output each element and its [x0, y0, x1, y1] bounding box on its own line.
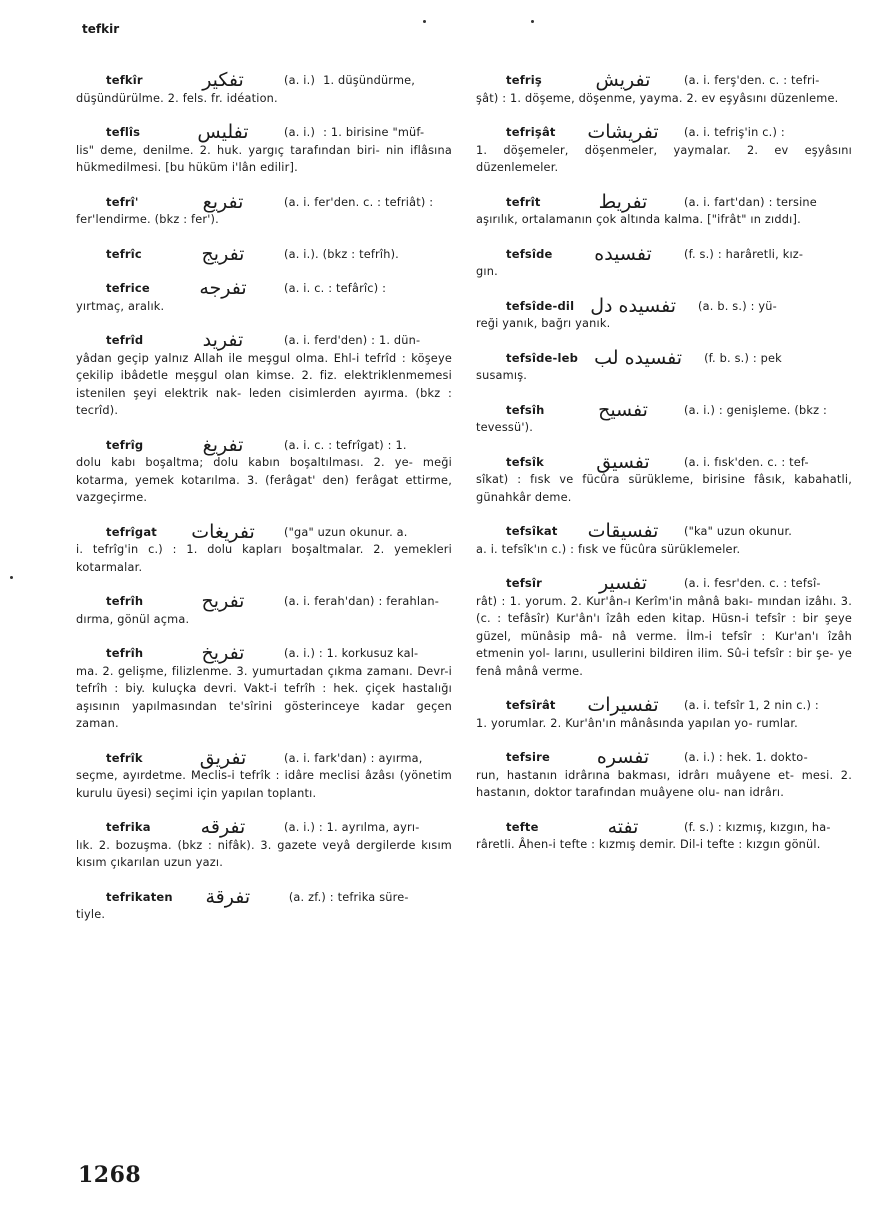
arabic-spelling: تفريد — [202, 329, 244, 351]
grammar-info: (a. i.) : 1. korkusuz kal- — [284, 647, 419, 660]
headword: tefsîde-leb — [506, 350, 579, 365]
grammar-info: (a. i.) : genişleme. (bkz : — [684, 403, 828, 417]
arabic-spelling: تفريغات — [191, 520, 255, 543]
definition-text: 1. döşemeler, döşenmeler, yaymalar. 2. ev eşyâsını düzenlemeler. — [476, 143, 852, 174]
arabic-spelling: تفريط — [598, 190, 648, 213]
grammar-info: (a. i. fart'dan) : tersine — [684, 195, 817, 209]
dictionary-entry — [76, 329, 452, 420]
dictionary-entry — [476, 694, 852, 732]
definition-text: dırma, gönül açma. — [76, 612, 190, 626]
entry-head — [76, 746, 452, 769]
headword: tefrika — [106, 820, 151, 834]
arabic-spelling: تفريش — [595, 69, 651, 91]
entry-head — [76, 242, 452, 265]
headword: tefsîk — [506, 454, 544, 469]
dictionary-entry — [476, 121, 852, 177]
grammar-info: (a. i.) — [284, 74, 316, 87]
headword: tefrîh — [106, 594, 144, 608]
dictionary-entry — [476, 242, 852, 281]
arabic-spelling: تفسيق — [596, 450, 650, 473]
dictionary-entry — [476, 815, 852, 854]
dictionary-entry — [476, 520, 852, 558]
entry-head — [76, 816, 452, 838]
grammar-info: (a. i. tefriş'in c.) : — [684, 126, 785, 139]
entry-head — [76, 590, 452, 612]
arabic-spelling: تفريشات — [587, 121, 659, 143]
entry-head — [476, 398, 852, 421]
arabic-spelling: تفريخ — [201, 642, 245, 664]
entry-head — [76, 277, 452, 299]
definition-text: yırtmaç, aralık. — [76, 299, 165, 313]
grammar-info: (a. i. ferah'dan) : ferahlan- — [284, 595, 439, 608]
grammar-info: ("ka" uzun okunur. — [684, 525, 793, 538]
entry-head — [76, 121, 452, 143]
dictionary-entry — [476, 190, 852, 229]
arabic-spelling: تفليس — [197, 121, 249, 143]
definition-text: lık. 2. bozuşma. (bkz : nifâk). 3. gazete veyâ dergilerde kısım kısım çıkarılan uzun yazı. — [76, 838, 452, 869]
definition-text: düşündürülme. 2. fels. fr. idéation. — [76, 91, 278, 105]
definition-text: seçme, ayırdetme. Meclis-i tefrîk : idâre meclisi âzâsı (yönetim kurulu üyesi) seçimi için yapılan toplantı. — [76, 769, 452, 800]
scan-speck — [531, 20, 534, 23]
grammar-info: (f. b. s.) : pek — [704, 351, 782, 365]
arabic-spelling: تفسير — [598, 572, 648, 594]
grammar-info: (f. s.) : kızmış, kızgın, ha- — [684, 820, 831, 834]
grammar-info: (a. i. fark'dan) : ayırma, — [284, 751, 423, 765]
dictionary-entry — [76, 242, 452, 265]
grammar-info: (a. i. fısk'den. c. : tef- — [684, 455, 809, 469]
grammar-info: (f. s.) : harâretli, kız- — [684, 247, 804, 261]
headword: tefrîh — [106, 646, 144, 660]
definition-text: lis" deme, denilme. 2. huk. yargıç tarafından biri- nin iflâsına hükmedilmesi. [bu hüküm i'lân edilir]. — [76, 143, 452, 174]
entry-head — [76, 642, 452, 664]
entry-head — [476, 746, 852, 768]
entry-head — [476, 815, 852, 838]
definition-text: i. tefrîg'in c.) : 1. dolu kapları boşaltmalar. 2. yemekleri kotarmalar. — [76, 543, 452, 574]
arabic-spelling: تفسره — [596, 746, 650, 768]
arabic-spelling: تفرقة — [205, 885, 251, 908]
arabic-spelling: تفسيده — [594, 242, 652, 265]
headword: tefte — [506, 819, 539, 834]
arabic-spelling: تفسيرات — [587, 694, 659, 716]
entry-head — [476, 520, 852, 542]
grammar-info: (a. i. c. : tefârîc) : — [284, 282, 387, 295]
grammar-info: (a. i. c. : tefrîgat) : 1. — [284, 438, 407, 452]
headword: tefrît — [506, 194, 541, 209]
headword: tefrişât — [506, 125, 556, 139]
definition-text: râretli. Âhen-i tefte : kızmış demir. Dil-i tefte : kızgın gönül. — [476, 838, 821, 851]
definition-text: sîkat) : fısk ve fücûra sürükleme, birisine fâsık, kabahatli, günahkâr deme. — [476, 473, 852, 504]
entry-head — [476, 242, 852, 265]
entry-head — [476, 694, 852, 716]
entry-head — [76, 885, 452, 908]
dictionary-entry — [76, 520, 452, 577]
definition-text: susamış. — [476, 369, 528, 382]
dictionary-entry — [76, 277, 452, 315]
definition-text: run, hastanın idrârına bakması, idrârı muâyene et- mesi. 2. hastanın, doktor tarafından muâyene olu- nan idrârı. — [476, 768, 852, 799]
headword: tefrice — [106, 281, 150, 295]
entry-head — [76, 190, 452, 213]
entry-head — [476, 346, 852, 369]
headword: tefkîr — [106, 73, 143, 87]
definition-text: şât) : 1. döşeme, döşenme, yayma. 2. ev eşyâsını düzenleme. — [476, 91, 839, 105]
entry-head — [76, 329, 452, 351]
headword: tefrîgat — [106, 524, 158, 539]
definition-text: ma. 2. gelişme, filizlenme. 3. yumurtadan çıkma zamanı. Devr-i tefrîh : biy. kuluçka devri. Vakt-i tefrîh : hek. çiçek hastalığı aşısının yapılmasından te'sîrini gösterinceye kadar geçen zaman. — [76, 664, 452, 730]
arabic-spelling: تفريع — [202, 190, 244, 213]
headword: tefsîkat — [506, 524, 558, 538]
dictionary-entry — [476, 69, 852, 107]
grammar-info: ("ga" uzun okunur. a. — [284, 525, 408, 539]
entry-head — [476, 69, 852, 91]
headword: tefriş — [506, 73, 542, 87]
headword: tefsîh — [506, 402, 545, 417]
definition-text: tevessü'). — [476, 421, 534, 434]
dictionary-entry — [476, 572, 852, 680]
headword: tefrikaten — [106, 889, 173, 904]
arabic-spelling: تفسيقات — [587, 520, 659, 542]
dictionary-entry — [76, 69, 452, 107]
definition-text: yâdan geçip yalnız Allah ile meşgul olma. Ehl-i tefrîd : köşeye çekilip ibâdetle meşgul olan kimse. 2. fiz. elektriklenmemesi istenilen şeyi elektrik nak- leden cisimlerden ayırma. (bkz : tecrîd). — [76, 351, 452, 417]
arabic-spelling: تفسيح — [598, 398, 648, 421]
headword: tefsire — [506, 750, 550, 764]
headword: tefsîrât — [506, 698, 556, 712]
entry-head — [476, 294, 852, 317]
definition-start: : 1. birisine "müf- — [323, 126, 425, 139]
dictionary-entry — [76, 642, 452, 733]
grammar-info: (a. i.). (bkz : tefrîh). — [284, 247, 399, 261]
dictionary-entry — [76, 590, 452, 628]
definition-text: rât) : 1. yorum. 2. Kur'ân-ı Kerîm'in mânâ bakı- mından izâhı. 3. (c. : tefâsîr) Kur'ân'ı îzâh eden kitap. Hüsn-i tefsîr : bir şeye güzel, münâsip mâ- nâ verme. İlm-i tefsîr : Kur'an'ı îzâh etmenin yol- larını, usullerini bildiren ilim. Sû-i tefsîr : bir şe- ye fenâ mânâ verme. — [476, 594, 852, 678]
headword: tefrî' — [106, 194, 139, 209]
headword: tefsîde-dil — [506, 298, 575, 313]
headword: tefsîde — [506, 246, 553, 261]
dictionary-entry — [476, 450, 852, 507]
entry-head — [76, 433, 452, 456]
definition-text: 1. yorumlar. 2. Kur'ân'ın mânâsında yapılan yo- rumlar. — [476, 716, 798, 730]
definition-text: aşırılık, ortalamanın çok altında kalma. ["ifrât" ın zıddı]. — [476, 213, 801, 226]
entry-head — [76, 69, 452, 91]
grammar-info: (a. b. s.) : yü- — [698, 299, 777, 313]
running-head: tefkir — [82, 22, 120, 36]
page-number: 1268 — [78, 1162, 142, 1188]
grammar-info: (a. i.) — [284, 126, 316, 139]
dictionary-entry — [76, 816, 452, 872]
arabic-spelling: تفريق — [199, 746, 247, 769]
grammar-info: (a. i.) : 1. ayrılma, ayrı- — [284, 821, 420, 834]
dictionary-entry — [476, 294, 852, 333]
grammar-info: (a. i. fer'den. c. : tefriât) : — [284, 195, 434, 209]
arabic-spelling: تفسيده دل — [590, 294, 677, 317]
dictionary-entry — [76, 121, 452, 177]
definition-text: fer'lendirme. (bkz : fer'). — [76, 213, 219, 226]
definition-start: 1. düşündürme, — [323, 74, 416, 87]
dictionary-entry — [476, 746, 852, 802]
headword: tefrîk — [106, 750, 143, 765]
scan-speck — [10, 576, 13, 579]
scan-speck — [423, 20, 426, 23]
definition-text: dolu kabı boşaltma; dolu kabın boşaltılması. 2. ye- meği kotarma, yemek kotarılma. 3. (ferâgat' den) ferâgat ettirme, vazgeçirme. — [76, 456, 452, 504]
arabic-spelling: تفرجه — [199, 277, 247, 299]
arabic-spelling: تفكير — [202, 69, 244, 91]
grammar-info: (a. i. ferd'den) : 1. dün- — [284, 334, 421, 347]
entry-head — [476, 121, 852, 143]
arabic-spelling: تفريج — [201, 242, 245, 265]
entry-head — [476, 190, 852, 213]
dictionary-entry — [76, 433, 452, 507]
grammar-info: (a. i. tefsîr 1, 2 nin c.) : — [684, 699, 819, 712]
dictionary-entry — [476, 398, 852, 437]
right-column — [476, 69, 852, 871]
entry-head — [76, 520, 452, 543]
arabic-spelling: تفته — [607, 815, 639, 838]
definition-text: a. i. tefsîk'ın c.) : fısk ve fücûra sürüklemeler. — [476, 542, 741, 556]
headword: teflîs — [106, 125, 141, 139]
grammar-info: (a. i. fesr'den. c. : tefsî- — [684, 577, 821, 590]
grammar-info: (a. i. ferş'den. c. : tefri- — [684, 74, 820, 87]
dictionary-entry — [76, 746, 452, 803]
entry-head — [476, 450, 852, 473]
headword: tefrîc — [106, 246, 142, 261]
definition-text: reği yanık, bağrı yanık. — [476, 317, 611, 330]
definition-text: gın. — [476, 265, 498, 278]
grammar-info: (a. zf.) : tefrika süre- — [288, 890, 409, 904]
headword: tefrîd — [106, 333, 144, 347]
arabic-spelling: تفريغ — [202, 433, 244, 456]
left-column — [76, 69, 452, 941]
arabic-spelling: تفرقه — [200, 816, 246, 838]
headword: tefrîg — [106, 437, 144, 452]
definition-text: tiyle. — [76, 908, 106, 921]
dictionary-entry — [476, 346, 852, 385]
arabic-spelling: تفسيده لب — [594, 346, 683, 369]
headword: tefsîr — [506, 576, 542, 590]
dictionary-entry — [76, 885, 452, 924]
grammar-info: (a. i.) : hek. 1. dokto- — [684, 751, 808, 764]
dictionary-entry — [76, 190, 452, 229]
entry-head — [476, 572, 852, 594]
arabic-spelling: تفريح — [201, 590, 245, 612]
